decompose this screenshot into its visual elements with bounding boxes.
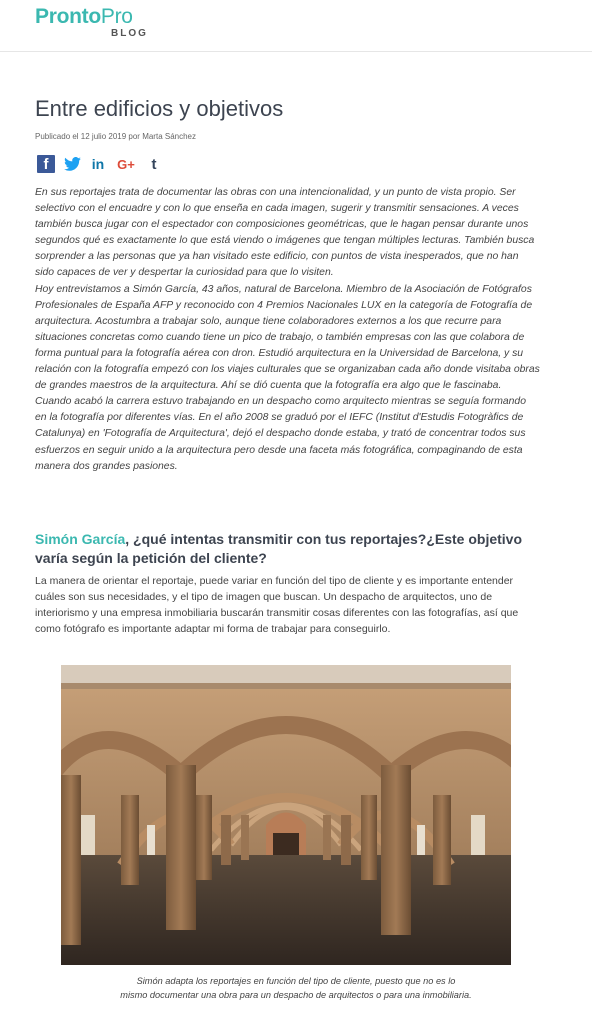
article-intro — [35, 185, 540, 475]
photo-caption-line-1: Simón adapta los reportajes en función del tipo de cliente, puesto que no es lo — [136, 976, 456, 986]
share-bar — [37, 155, 163, 173]
article-meta: Publicado el 12 julio 2019 por Marta Sánchez — [35, 132, 196, 141]
article-title: Entre edificios y objetivos — [35, 96, 284, 121]
twitter-icon[interactable] — [63, 155, 81, 173]
prontopro-blog-logo[interactable] — [35, 5, 148, 39]
tumblr-icon[interactable]: t — [151, 155, 157, 173]
intro-paragraph-2: Hoy entrevistamos a Simón García, 43 años, natural de Barcelona. Miembro de la Asociación de Fotógrafos Profesionales de España AFP y reconocido con 4 Premios Nacionales LUX en la categoría de Fotografía de arquitectura. Acostumbra a trabajar solo, aunque tiene colaboradores externos a los que recurre para situaciones concretas como cuando tiene un pico de trabajo, o también empresas con las que colabora de forma puntual para la fotografía aérea con dron. Estudió arquitectura en la Universidad de Barcelona, y su relación con la fotografía empezó con los viajes culturales que se organizaban cada año donde visitaba obras de grandes maestros de la arquitectura. Ahí se dió cuenta que la fotografía era algo que le fascinaba. Cuando acabó la carrera estuvo trabajando en un despacho como arquitecto mientras se seguía formando en la fotografía por diferentes vías. En el año 2008 se graduó por el IEFC (Institut d'Estudis Fotogràfics de Catalunya) en 'Fotografía de Arquitectura', dejó el despacho donde estaba, y trató de concentrar todos sus esfuerzos en seguir unido a la arquitectura pero desde una faceta más fotográfica, compaginando de esta manera dos grandes pasiones. — [35, 283, 540, 472]
google-plus-icon[interactable]: G+ — [117, 156, 135, 172]
interview-answer: La manera de orientar el reportaje, puede variar en función del tipo de cliente y es importante entender cuáles son sus necesidades, y el tipo de imagen que buscan. Un despacho de arquitectos, uno de interiorismo y una empresa inmobiliaria buscarán transmitir cosas diferentes con las fotografías, así que como fotógrafo es importante adaptar mi forma de trabajar para conseguirlo. — [35, 575, 519, 635]
linkedin-icon[interactable]: in — [91, 156, 105, 172]
site-header — [0, 0, 592, 52]
interviewee-name-link[interactable]: Simón García — [35, 531, 126, 547]
photo-caption-line-2: mismo documentar una obra para un despacho de arquitectos o para una inmobiliaria. — [120, 989, 472, 1000]
photo-caption — [61, 975, 531, 1002]
logo-pronto-text: Pronto — [35, 5, 101, 28]
logo-wordmark — [35, 6, 133, 28]
intro-paragraph-1: En sus reportajes trata de documentar las obras con una intencionalidad, y un punto de vista propio. Ser selectivo con el encuadre y con lo que enseña en cada imagen, sugerir y transmitir sensaciones. A veces también busca jugar con el espectador con composiciones geométricas, que le hagan pensar durante unos segundos qué es exactamente lo que está viendo o imágenes que tengan múltiples lecturas. También busca sorprender a las personas que ya han visitado este edificio, con puntos de vista inesperados, que no han sido capaces de ver y despertar la curiosidad para que lo visiten. — [35, 187, 535, 279]
logo-pro-text: Pro — [100, 5, 133, 28]
facebook-icon[interactable]: f — [37, 155, 55, 173]
article-photo-brick-arches — [61, 665, 511, 965]
logo-blog-label: BLOG — [111, 28, 148, 39]
interview-question — [35, 530, 540, 568]
question-text: , ¿qué intentas transmitir con tus reportajes?¿Este objetivo varía según la petición del cliente? — [35, 531, 523, 566]
